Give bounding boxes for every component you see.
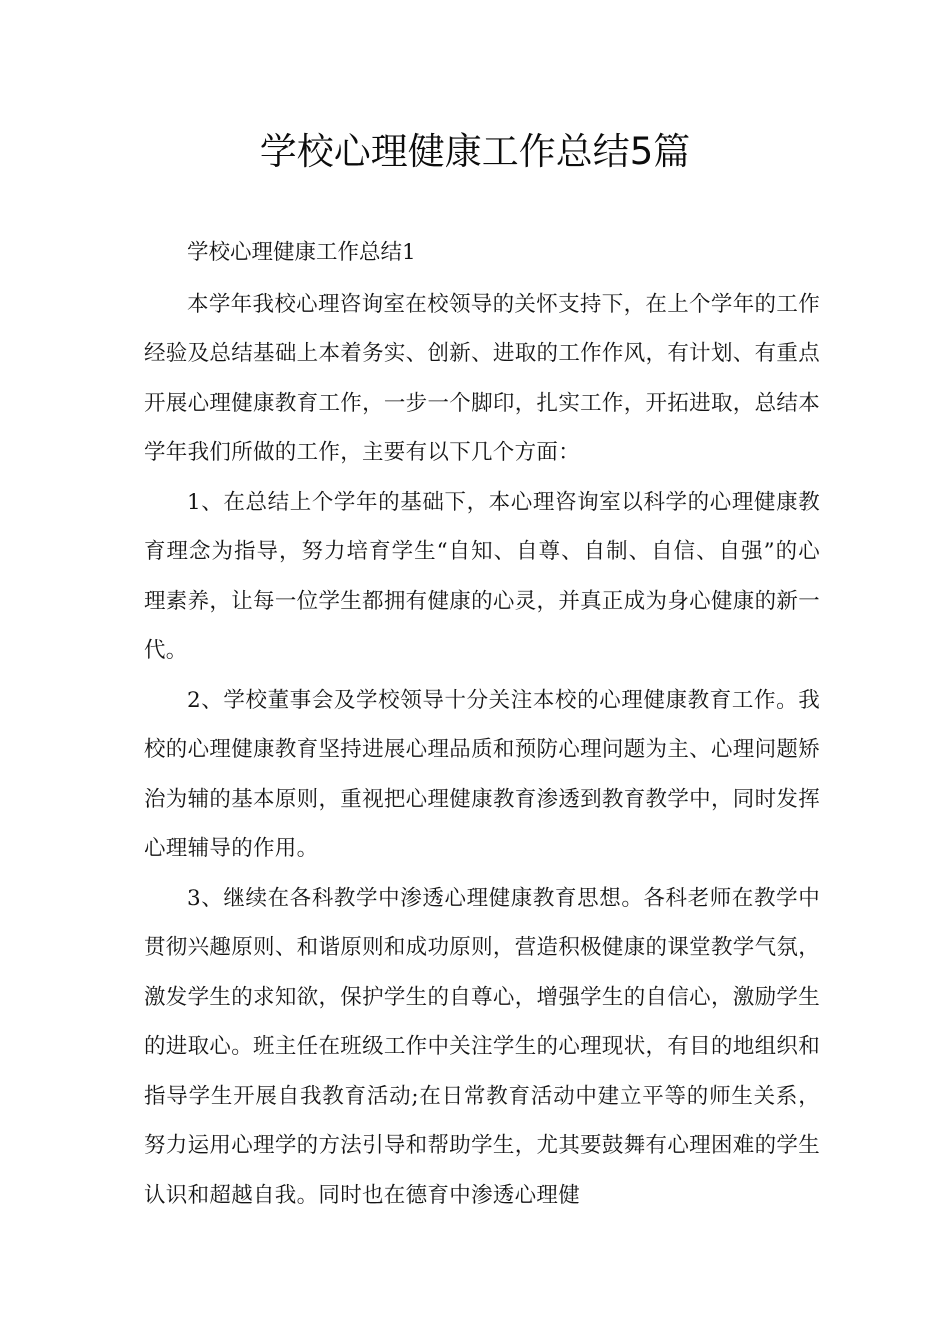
paragraph-item-2: 2、学校董事会及学校领导十分关注本校的心理健康教育工作。我校的心理健康教育坚持进展心理品质和预防心理问题为主、心理问题矫治为辅的基本原则，重视把心理健康教育渗透到教育教学中，同时发挥心理辅导的作用。	[144, 687, 820, 861]
paragraph-item-3: 3、继续在各科教学中渗透心理健康教育思想。各科老师在教学中贯彻兴趣原则、和谐原则和成功原则，营造积极健康的课堂教学气氛，激发学生的求知欲，保护学生的自尊心，增强学生的自信心，激励学生的进取心。班主任在班级工作中关注学生的心理现状，有目的地组织和指导学生开展自我教育活动;在日常教育活动中建立平等的师生关系，努力运用心理学的方法引导和帮助学生，尤其要鼓舞有心理困难的学生认识和超越自我。同时也在德育中渗透心理健	[144, 885, 820, 1208]
paragraph-intro: 本学年我校心理咨询室在校领导的关怀支持下，在上个学年的工作经验及总结基础上本着务实、创新、进取的工作作风，有计划、有重点开展心理健康教育工作，一步一个脚印，扎实工作，开拓进取，总结本学年我们所做的工作，主要有以下几个方面：	[144, 291, 820, 465]
section-heading: 学校心理健康工作总结1	[187, 240, 416, 265]
document-body	[144, 228, 820, 1220]
document-title: 学校心理健康工作总结5篇	[259, 130, 691, 173]
paragraph-item-1: 1、在总结上个学年的基础下，本心理咨询室以科学的心理健康教育理念为指导，努力培育学生“自知、自尊、自制、自信、自强”的心理素养，让每一位学生都拥有健康的心灵，并真正成为身心健康的新一代。	[144, 489, 820, 663]
